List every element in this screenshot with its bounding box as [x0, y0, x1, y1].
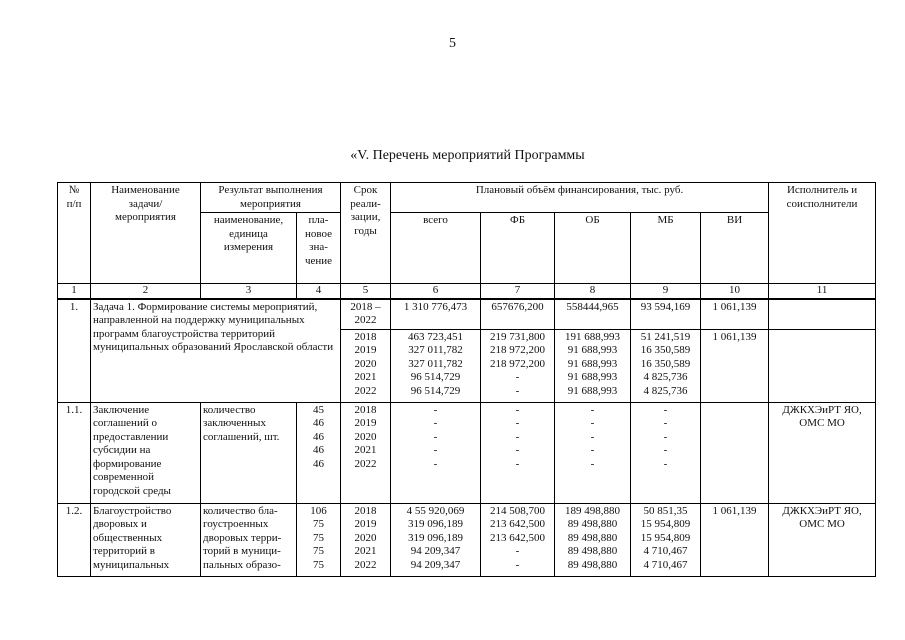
header-result-plan: пла- новое зна- чение [297, 213, 341, 284]
header-executor: Исполнитель и соисполнители [769, 183, 876, 284]
measure-1-1-executor: ДЖКХЭиРТ ЯО, ОМС МО [769, 402, 876, 503]
measure-1-2-total: 4 55 920,069 319 096,189 319 096,189 94 209,347 94 209,347 [391, 503, 481, 576]
page-number: 5 [449, 36, 456, 51]
measure-1-2-vi: 1 061,139 [701, 503, 769, 576]
header-funding: Плановый объём финансирования, тыс. руб. [391, 183, 769, 213]
measure-1-1-ob: - - - - - [555, 402, 631, 503]
measure-1-1-row [58, 402, 876, 503]
column-number: 7 [481, 284, 555, 299]
task-1-yearly-executor [769, 329, 876, 402]
task-1-total-sum: 1 310 776,473 [391, 299, 481, 330]
header-mb: МБ [631, 213, 701, 284]
column-number: 3 [201, 284, 297, 299]
task-1-executor [769, 299, 876, 330]
measure-1-2-ob: 189 498,880 89 498,880 89 498,880 89 498,880 89 498,880 [555, 503, 631, 576]
task-1-years: 2018 2019 2020 2021 2022 [341, 329, 391, 402]
measure-1-2-name: Благоустройство дворовых и общественных территорий в муниципальных [91, 503, 201, 576]
measure-1-2-fb: 214 508,700 213 642,500 213 642,500 - - [481, 503, 555, 576]
measure-1-2-row [58, 503, 876, 576]
measure-1-1-total: - - - - - [391, 402, 481, 503]
measure-1-1-name: Заключение соглашений о предоставлении субсидии на формирование современной городской среды [91, 402, 201, 503]
task-1-period: 2018 – 2022 [341, 299, 391, 330]
header-result-name: наименование, единица измерения [201, 213, 297, 284]
measure-1-2-executor: ДЖКХЭиРТ ЯО, ОМС МО [769, 503, 876, 576]
program-measures-table [57, 182, 876, 577]
task-1-num: 1. [58, 299, 91, 403]
header-total: всего [391, 213, 481, 284]
column-number: 11 [769, 284, 876, 299]
task-1-total-yearly: 463 723,451 327 011,782 327 011,782 96 514,729 96 514,729 [391, 329, 481, 402]
column-number: 5 [341, 284, 391, 299]
header-num: № п/п [58, 183, 91, 284]
task-1-mb-sum: 93 594,169 [631, 299, 701, 330]
measure-1-2-result-name: количество бла- гоустроенных дворовых терри- торий в муници- пальных образо- [201, 503, 297, 576]
column-number: 4 [297, 284, 341, 299]
column-number: 10 [701, 284, 769, 299]
measure-1-2-mb: 50 851,35 15 954,809 15 954,809 4 710,467 4 710,467 [631, 503, 701, 576]
measure-1-1-years: 2018 2019 2020 2021 2022 [341, 402, 391, 503]
measure-1-2-years: 2018 2019 2020 2021 2022 [341, 503, 391, 576]
column-number: 6 [391, 284, 481, 299]
measure-1-1-num: 1.1. [58, 402, 91, 503]
measure-1-2-num: 1.2. [58, 503, 91, 576]
header-fb: ФБ [481, 213, 555, 284]
column-number: 9 [631, 284, 701, 299]
measure-1-2-result-plan: 106 75 75 75 75 [297, 503, 341, 576]
task-1-name: Задача 1. Формирование системы мероприятий, направленной на поддержку муниципальных программ благоустройства территорий муниципальных образований Ярославской области [91, 299, 341, 403]
column-number-row [58, 284, 876, 299]
task-1-summary-row [58, 299, 876, 330]
column-number: 2 [91, 284, 201, 299]
task-1-ob-sum: 558444,965 [555, 299, 631, 330]
task-1-mb-yearly: 51 241,519 16 350,589 16 350,589 4 825,736 4 825,736 [631, 329, 701, 402]
header-period: Срок реали- зации, годы [341, 183, 391, 284]
header-ob: ОБ [555, 213, 631, 284]
task-1-ob-yearly: 191 688,993 91 688,993 91 688,993 91 688,993 91 688,993 [555, 329, 631, 402]
document-title: «V. Перечень мероприятий Программы [350, 148, 585, 163]
task-1-vi-yearly: 1 061,139 [701, 329, 769, 402]
header-name: Наименование задачи/ мероприятия [91, 183, 201, 284]
measure-1-1-vi [701, 402, 769, 503]
header-vi: ВИ [701, 213, 769, 284]
measure-1-1-result-name: количество заключенных соглашений, шт. [201, 402, 297, 503]
task-1-fb-sum: 657676,200 [481, 299, 555, 330]
measure-1-1-fb: - - - - - [481, 402, 555, 503]
measure-1-1-mb: - - - - - [631, 402, 701, 503]
header-row-1 [58, 183, 876, 213]
header-result: Результат выполнения мероприятия [201, 183, 341, 213]
column-number: 1 [58, 284, 91, 299]
task-1-fb-yearly: 219 731,800 218 972,200 218 972,200 - - [481, 329, 555, 402]
measure-1-1-result-plan: 45 46 46 46 46 [297, 402, 341, 503]
column-number: 8 [555, 284, 631, 299]
task-1-vi-sum: 1 061,139 [701, 299, 769, 330]
